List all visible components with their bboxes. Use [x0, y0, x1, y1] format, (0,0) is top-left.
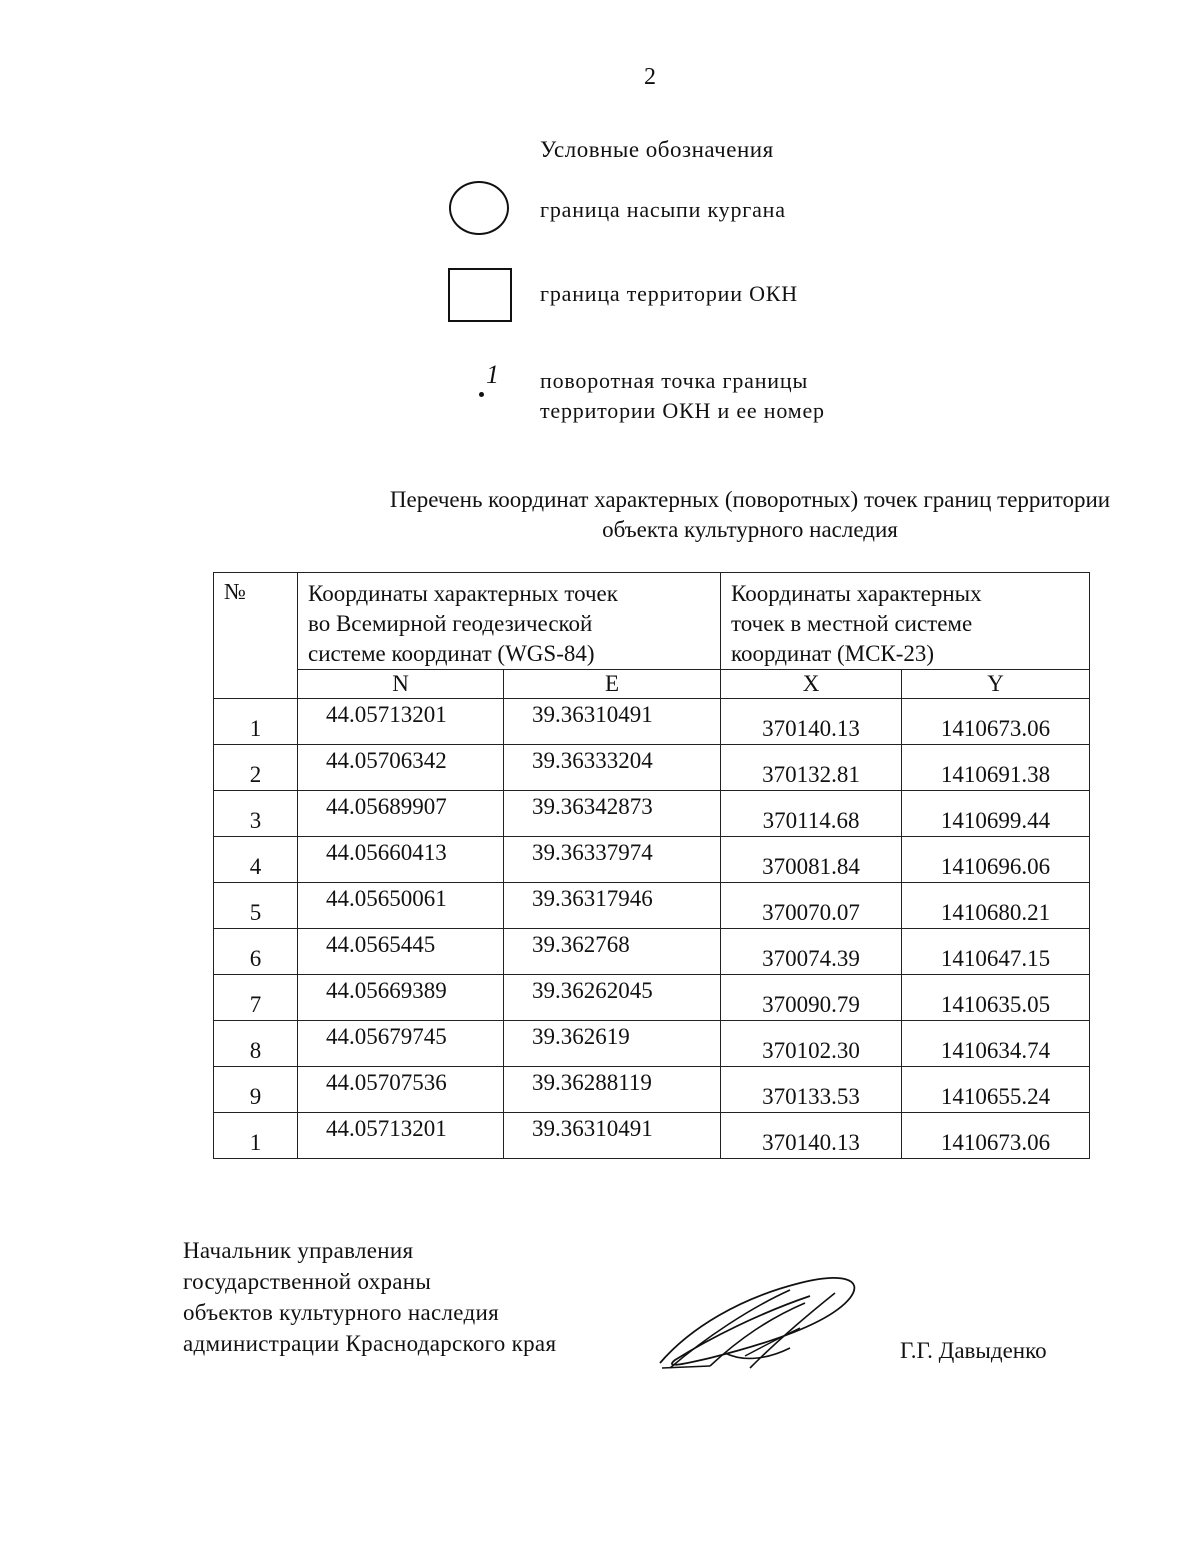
- cell-x: 370140.13: [721, 699, 902, 745]
- handwritten-signature: [650, 1268, 870, 1378]
- cell-num: 8: [214, 1021, 298, 1067]
- cell-e: 39.36333204: [504, 745, 721, 791]
- table-row: [214, 837, 1090, 883]
- header-wgs84-line3: системе координат (WGS-84): [308, 641, 595, 666]
- header-wgs84: [298, 573, 721, 670]
- table-row: [214, 1113, 1090, 1159]
- header-y: Y: [902, 670, 1090, 699]
- cell-e: 39.36310491: [504, 699, 721, 745]
- cell-n: 44.05650061: [298, 883, 504, 929]
- header-msk23-line3: координат (МСК-23): [731, 641, 935, 666]
- header-msk23: [721, 573, 1090, 670]
- table-row: [214, 975, 1090, 1021]
- cell-n: 44.05713201: [298, 1113, 504, 1159]
- legend-label-point-line1: поворотная точка границы: [540, 368, 809, 393]
- page-number: 2: [644, 64, 656, 90]
- cell-x: 370070.07: [721, 883, 902, 929]
- signatory-title-line1: Начальник управления: [183, 1238, 414, 1263]
- signatory-title-line2: государственной охраны: [183, 1269, 432, 1294]
- table-subheader-row: [214, 670, 1090, 699]
- cell-y: 1410655.24: [902, 1067, 1090, 1113]
- cell-x: 370090.79: [721, 975, 902, 1021]
- table-row: [214, 699, 1090, 745]
- cell-x: 370074.39: [721, 929, 902, 975]
- cell-num: 1: [214, 1113, 298, 1159]
- cell-y: 1410634.74: [902, 1021, 1090, 1067]
- cell-n: 44.05707536: [298, 1067, 504, 1113]
- cell-e: 39.36337974: [504, 837, 721, 883]
- signatory-title: [183, 1235, 556, 1359]
- header-msk23-line2: точек в местной системе: [731, 611, 973, 636]
- table-row: [214, 1021, 1090, 1067]
- cell-e: 39.362768: [504, 929, 721, 975]
- table-row: [214, 791, 1090, 837]
- cell-num: 9: [214, 1067, 298, 1113]
- cell-n: 44.05660413: [298, 837, 504, 883]
- cell-n: 44.05679745: [298, 1021, 504, 1067]
- cell-x: 370081.84: [721, 837, 902, 883]
- table-caption: [200, 485, 1200, 545]
- table-row: [214, 745, 1090, 791]
- cell-num: 6: [214, 929, 298, 975]
- table-row: [214, 1067, 1090, 1113]
- cell-y: 1410647.15: [902, 929, 1090, 975]
- cell-y: 1410635.05: [902, 975, 1090, 1021]
- header-wgs84-line2: во Всемирной геодезической: [308, 611, 593, 636]
- cell-x: 370132.81: [721, 745, 902, 791]
- cell-y: 1410680.21: [902, 883, 1090, 929]
- cell-n: 44.05669389: [298, 975, 504, 1021]
- signatory-title-line4: администрации Краснодарского края: [183, 1331, 557, 1356]
- cell-y: 1410696.06: [902, 837, 1090, 883]
- point-icon: [479, 392, 484, 397]
- cell-n: 44.05706342: [298, 745, 504, 791]
- square-icon: [448, 268, 512, 322]
- circle-icon: [449, 181, 509, 235]
- cell-num: 4: [214, 837, 298, 883]
- header-n: N: [298, 670, 504, 699]
- cell-y: 1410699.44: [902, 791, 1090, 837]
- table-row: [214, 929, 1090, 975]
- cell-e: 39.362619: [504, 1021, 721, 1067]
- caption-line1: Перечень координат характерных (поворотных) точек границ территории: [389, 487, 1111, 512]
- cell-x: 370114.68: [721, 791, 902, 837]
- cell-e: 39.36288119: [504, 1067, 721, 1113]
- caption-line2: объекта культурного наследия: [602, 517, 898, 542]
- table-header-row: [214, 573, 1090, 670]
- cell-n: 44.0565445: [298, 929, 504, 975]
- cell-y: 1410673.06: [902, 1113, 1090, 1159]
- cell-n: 44.05689907: [298, 791, 504, 837]
- header-x: X: [721, 670, 902, 699]
- signer-name: Г.Г. Давыденко: [900, 1338, 1047, 1363]
- cell-num: 1: [214, 699, 298, 745]
- legend-title: Условные обозначения: [540, 137, 774, 162]
- header-num: №: [214, 573, 298, 699]
- cell-e: 39.36342873: [504, 791, 721, 837]
- cell-x: 370140.13: [721, 1113, 902, 1159]
- table-row: [214, 883, 1090, 929]
- cell-num: 5: [214, 883, 298, 929]
- coordinates-table: [213, 572, 1090, 1159]
- legend-label-mound: граница насыпи кургана: [540, 197, 786, 222]
- cell-y: 1410691.38: [902, 745, 1090, 791]
- cell-e: 39.36310491: [504, 1113, 721, 1159]
- header-msk23-line1: Координаты характерных: [731, 581, 982, 606]
- header-wgs84-line1: Координаты характерных точек: [308, 581, 618, 606]
- cell-num: 2: [214, 745, 298, 791]
- legend-label-point-line2: территории ОКН и ее номер: [540, 398, 825, 423]
- cell-n: 44.05713201: [298, 699, 504, 745]
- cell-e: 39.36262045: [504, 975, 721, 1021]
- signatory-title-line3: объектов культурного наследия: [183, 1300, 499, 1325]
- cell-x: 370133.53: [721, 1067, 902, 1113]
- cell-num: 7: [214, 975, 298, 1021]
- cell-e: 39.36317946: [504, 883, 721, 929]
- point-marker-number: 1: [486, 360, 499, 389]
- cell-y: 1410673.06: [902, 699, 1090, 745]
- header-e: E: [504, 670, 721, 699]
- cell-num: 3: [214, 791, 298, 837]
- legend-label-point: [540, 366, 825, 426]
- cell-x: 370102.30: [721, 1021, 902, 1067]
- legend-label-territory: граница территории ОКН: [540, 281, 798, 306]
